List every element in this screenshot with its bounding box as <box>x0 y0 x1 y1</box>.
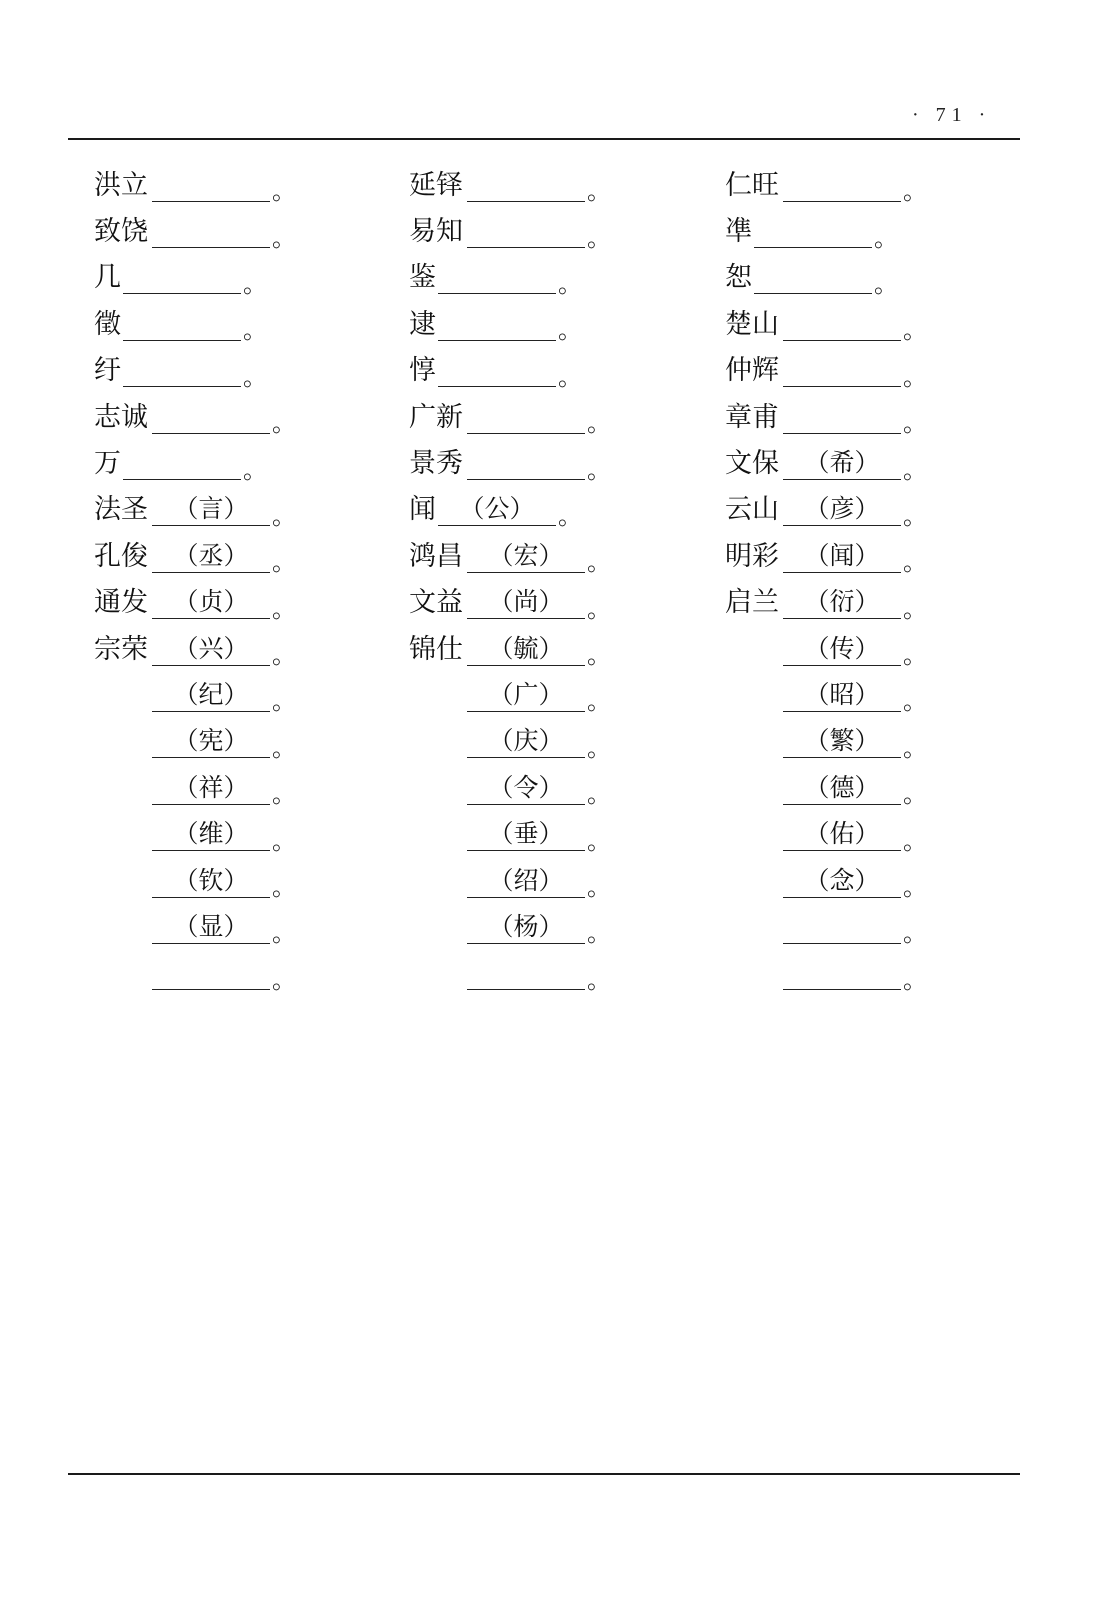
period-mark: 。 <box>587 641 611 670</box>
entry-name: 云山 <box>725 494 779 526</box>
period-mark: 。 <box>903 455 927 484</box>
answer-blank[interactable] <box>438 308 556 341</box>
answer-blank[interactable]: （彦） <box>783 493 901 526</box>
period-mark: 。 <box>558 269 582 298</box>
answer-blank[interactable]: （闻） <box>783 540 901 573</box>
column-1 <box>94 162 404 997</box>
period-mark: 。 <box>587 177 611 206</box>
entry-name: 几 <box>94 262 121 294</box>
name-entry <box>94 348 404 394</box>
answer-blank[interactable]: （公） <box>438 493 556 526</box>
entry-name: 致饶 <box>94 216 148 248</box>
answer-blank[interactable] <box>467 401 585 434</box>
answer-blank[interactable] <box>783 169 901 202</box>
name-entry <box>94 858 404 904</box>
answer-blank[interactable]: （杨） <box>467 911 585 944</box>
answer-blank[interactable] <box>467 215 585 248</box>
column-3 <box>725 162 1035 997</box>
period-mark: 。 <box>558 362 582 391</box>
period-mark: 。 <box>903 362 927 391</box>
name-entry <box>409 533 719 579</box>
name-entry <box>94 765 404 811</box>
period-mark: 。 <box>903 501 927 530</box>
period-mark: 。 <box>903 965 927 994</box>
period-mark: 。 <box>903 687 927 716</box>
answer-blank[interactable] <box>467 957 585 990</box>
answer-blank[interactable]: （绍） <box>467 865 585 898</box>
name-entry <box>725 255 1035 301</box>
period-mark: 。 <box>587 733 611 762</box>
answer-blank[interactable]: （贞） <box>152 586 270 619</box>
period-mark: 。 <box>587 455 611 484</box>
period-mark: 。 <box>587 780 611 809</box>
answer-blank[interactable]: （垂） <box>467 818 585 851</box>
name-entry <box>94 951 404 997</box>
column-2 <box>409 162 719 997</box>
answer-blank[interactable] <box>467 169 585 202</box>
name-entry <box>94 719 404 765</box>
entry-name: 仁旺 <box>725 169 779 201</box>
period-mark: 。 <box>272 780 296 809</box>
entry-name: 章甫 <box>725 401 779 433</box>
period-mark: 。 <box>272 501 296 530</box>
period-mark: 。 <box>272 733 296 762</box>
entry-name: 鉴 <box>409 262 436 294</box>
name-entry <box>725 208 1035 254</box>
period-mark: 。 <box>272 177 296 206</box>
answer-blank[interactable]: （毓） <box>467 633 585 666</box>
name-entry <box>94 440 404 486</box>
period-mark: 。 <box>272 409 296 438</box>
name-entry <box>725 858 1035 904</box>
name-entry <box>409 301 719 347</box>
name-entry <box>409 255 719 301</box>
period-mark: 。 <box>558 316 582 345</box>
entry-name: 洪立 <box>94 169 148 201</box>
period-mark: 。 <box>243 269 267 298</box>
answer-blank[interactable] <box>152 401 270 434</box>
period-mark: 。 <box>874 269 898 298</box>
answer-blank[interactable] <box>123 447 241 480</box>
entry-name: 仲辉 <box>725 355 779 387</box>
entry-name: 万 <box>94 448 121 480</box>
name-entry <box>725 719 1035 765</box>
answer-blank[interactable]: （庆） <box>467 725 585 758</box>
answer-blank[interactable] <box>783 354 901 387</box>
period-mark: 。 <box>903 409 927 438</box>
entry-name: 宗荣 <box>94 633 148 665</box>
answer-blank[interactable]: （钦） <box>152 865 270 898</box>
footer-rule <box>68 1473 1020 1475</box>
entry-name: 徵 <box>94 308 121 340</box>
period-mark: 。 <box>243 362 267 391</box>
entry-name: 纡 <box>94 355 121 387</box>
period-mark: 。 <box>243 455 267 484</box>
answer-blank[interactable] <box>152 957 270 990</box>
header-rule <box>68 138 1020 140</box>
name-entry <box>409 487 719 533</box>
answer-blank[interactable]: （兴） <box>152 633 270 666</box>
entry-name: 逮 <box>409 308 436 340</box>
entry-name: 文保 <box>725 448 779 480</box>
entry-name: 法圣 <box>94 494 148 526</box>
name-entry <box>94 580 404 626</box>
name-entry <box>725 904 1035 950</box>
name-entry <box>94 533 404 579</box>
answer-blank[interactable] <box>783 911 901 944</box>
name-entry <box>409 811 719 857</box>
answer-blank[interactable]: （希） <box>783 447 901 480</box>
name-entry <box>94 811 404 857</box>
period-mark: 。 <box>272 548 296 577</box>
answer-blank[interactable]: （显） <box>152 911 270 944</box>
name-entry <box>725 765 1035 811</box>
period-mark: 。 <box>587 687 611 716</box>
answer-blank[interactable] <box>754 261 872 294</box>
entry-name: 鸿昌 <box>409 540 463 572</box>
answer-blank[interactable]: （广） <box>467 679 585 712</box>
answer-blank[interactable]: （祥） <box>152 772 270 805</box>
entry-name: 广新 <box>409 401 463 433</box>
period-mark: 。 <box>272 223 296 252</box>
name-entry <box>725 951 1035 997</box>
name-entry <box>725 533 1035 579</box>
name-entry <box>725 162 1035 208</box>
entry-name: 楚山 <box>725 308 779 340</box>
answer-blank[interactable]: （纪） <box>152 679 270 712</box>
name-entry <box>409 858 719 904</box>
entry-name: 启兰 <box>725 587 779 619</box>
name-entry <box>409 719 719 765</box>
period-mark: 。 <box>272 873 296 902</box>
name-entry <box>94 255 404 301</box>
answer-blank[interactable] <box>783 957 901 990</box>
answer-blank[interactable] <box>123 354 241 387</box>
page-number: · 71 · <box>912 104 992 126</box>
entry-name: 文益 <box>409 587 463 619</box>
name-entry <box>409 951 719 997</box>
period-mark: 。 <box>272 687 296 716</box>
period-mark: 。 <box>903 826 927 855</box>
entry-name: 通发 <box>94 587 148 619</box>
entry-name: 延铎 <box>409 169 463 201</box>
answer-blank[interactable] <box>783 401 901 434</box>
period-mark: 。 <box>903 316 927 345</box>
name-entry <box>94 904 404 950</box>
period-mark: 。 <box>587 548 611 577</box>
entry-name: 易知 <box>409 216 463 248</box>
period-mark: 。 <box>903 919 927 948</box>
name-entry <box>409 394 719 440</box>
name-entry <box>94 394 404 440</box>
name-entry <box>725 811 1035 857</box>
answer-blank[interactable] <box>152 215 270 248</box>
period-mark: 。 <box>903 548 927 577</box>
name-entry <box>409 672 719 718</box>
period-mark: 。 <box>903 873 927 902</box>
name-entry <box>94 301 404 347</box>
period-mark: 。 <box>558 501 582 530</box>
name-entry <box>725 394 1035 440</box>
period-mark: 。 <box>272 641 296 670</box>
answer-blank[interactable]: （繁） <box>783 725 901 758</box>
name-entry <box>725 440 1035 486</box>
period-mark: 。 <box>903 594 927 623</box>
name-entry <box>409 904 719 950</box>
answer-blank[interactable]: （传） <box>783 633 901 666</box>
name-entry <box>409 440 719 486</box>
period-mark: 。 <box>874 223 898 252</box>
name-entry <box>725 626 1035 672</box>
answer-blank[interactable]: （宏） <box>467 540 585 573</box>
answer-blank[interactable] <box>152 169 270 202</box>
answer-blank[interactable]: （德） <box>783 772 901 805</box>
answer-blank[interactable] <box>438 354 556 387</box>
answer-blank[interactable]: （昭） <box>783 679 901 712</box>
period-mark: 。 <box>587 409 611 438</box>
name-entry <box>94 487 404 533</box>
period-mark: 。 <box>272 826 296 855</box>
name-entry <box>409 162 719 208</box>
name-entry <box>94 162 404 208</box>
answer-blank[interactable] <box>783 308 901 341</box>
answer-blank[interactable]: （宪） <box>152 725 270 758</box>
name-entry <box>409 208 719 254</box>
period-mark: 。 <box>903 641 927 670</box>
answer-blank[interactable]: （维） <box>152 818 270 851</box>
period-mark: 。 <box>587 919 611 948</box>
entry-name: 明彩 <box>725 540 779 572</box>
answer-blank[interactable] <box>123 261 241 294</box>
period-mark: 。 <box>272 965 296 994</box>
name-entry <box>409 765 719 811</box>
answer-blank[interactable]: （念） <box>783 865 901 898</box>
period-mark: 。 <box>903 177 927 206</box>
name-entry <box>94 626 404 672</box>
entry-name: 闻 <box>409 494 436 526</box>
name-entry <box>409 580 719 626</box>
answer-blank[interactable]: （言） <box>152 493 270 526</box>
answer-blank[interactable]: （尚） <box>467 586 585 619</box>
entry-name: 孔俊 <box>94 540 148 572</box>
answer-blank[interactable] <box>438 261 556 294</box>
name-entry <box>725 487 1035 533</box>
name-entry <box>94 208 404 254</box>
period-mark: 。 <box>587 873 611 902</box>
period-mark: 。 <box>587 965 611 994</box>
period-mark: 。 <box>903 733 927 762</box>
period-mark: 。 <box>272 919 296 948</box>
entry-name: 锦仕 <box>409 633 463 665</box>
answer-blank[interactable] <box>754 215 872 248</box>
entry-name: 惇 <box>409 355 436 387</box>
name-entry <box>409 348 719 394</box>
entry-name: 景秀 <box>409 448 463 480</box>
period-mark: 。 <box>243 316 267 345</box>
name-entry <box>725 348 1035 394</box>
period-mark: 。 <box>587 594 611 623</box>
answer-blank[interactable]: （衍） <box>783 586 901 619</box>
answer-blank[interactable]: （丞） <box>152 540 270 573</box>
entry-name: 凖 <box>725 216 752 248</box>
name-entry <box>94 672 404 718</box>
name-entry <box>409 626 719 672</box>
period-mark: 。 <box>587 223 611 252</box>
name-entry <box>725 672 1035 718</box>
entry-name: 志诚 <box>94 401 148 433</box>
answer-blank[interactable]: （佑） <box>783 818 901 851</box>
period-mark: 。 <box>903 780 927 809</box>
answer-blank[interactable] <box>467 447 585 480</box>
entry-name: 恕 <box>725 262 752 294</box>
name-entry <box>725 580 1035 626</box>
period-mark: 。 <box>272 594 296 623</box>
answer-blank[interactable] <box>123 308 241 341</box>
period-mark: 。 <box>587 826 611 855</box>
name-entry <box>725 301 1035 347</box>
answer-blank[interactable]: （令） <box>467 772 585 805</box>
